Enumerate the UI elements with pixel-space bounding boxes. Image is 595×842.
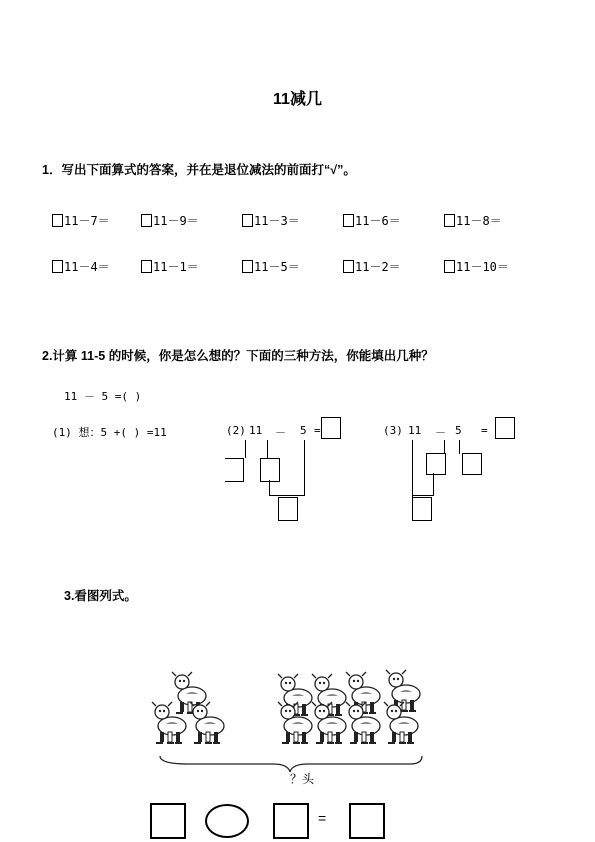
method-2-answer-box[interactable] xyxy=(321,417,341,439)
method-2-result-box[interactable] xyxy=(278,497,298,521)
branch-line xyxy=(304,440,305,496)
branch-line xyxy=(412,440,413,497)
checkbox[interactable] xyxy=(52,214,63,227)
method-3-label: (3) xyxy=(383,424,403,437)
q1-item: 11－9＝ xyxy=(141,212,199,229)
equals-sign: = xyxy=(318,810,327,826)
question-1-heading: 1．写出下面算式的答案，并在是退位减法的前面打“√”。 xyxy=(42,163,356,177)
method-2-operator: － xyxy=(275,426,286,439)
branch-line xyxy=(269,480,270,496)
q1-item: 11－4＝ xyxy=(52,258,110,275)
q1-item: 11－2＝ xyxy=(343,258,401,275)
method-3-minuend: 11 xyxy=(408,424,422,437)
brace-caption: ？头 xyxy=(289,772,314,786)
branch-line xyxy=(433,473,434,496)
checkbox[interactable] xyxy=(242,260,253,273)
branch-line xyxy=(245,440,246,458)
branch-line xyxy=(459,440,460,454)
checkbox[interactable] xyxy=(444,214,455,227)
q2-equation: 11 － 5 =( ) xyxy=(64,390,142,403)
method-3-answer-box[interactable] xyxy=(495,417,515,439)
answer-box-3[interactable] xyxy=(349,803,385,839)
answer-box-2[interactable] xyxy=(273,803,309,839)
branch-line xyxy=(444,440,445,454)
checkbox[interactable] xyxy=(444,260,455,273)
q1-item: 11－5＝ xyxy=(242,258,300,275)
answer-box-1[interactable] xyxy=(150,803,186,839)
branch-line xyxy=(267,440,268,458)
operator-oval[interactable] xyxy=(205,804,249,838)
method-3-subtrahend: 5 xyxy=(455,424,462,437)
checkbox[interactable] xyxy=(242,214,253,227)
question-3-heading: 3.看图列式。 xyxy=(64,589,137,603)
method-2-box-left[interactable] xyxy=(225,458,244,482)
q1-item: 11－8＝ xyxy=(444,212,502,229)
question-2-heading: 2.计算 11-5 的时候，你是怎么想的？下面的三种方法，你能填出几种？ xyxy=(42,349,434,363)
method-2-label: (2) xyxy=(226,424,246,437)
page-title: 11减几 xyxy=(273,91,322,108)
method-3-operator: － xyxy=(435,426,446,439)
q1-item: 11－7＝ xyxy=(52,212,110,229)
method-3-equals: = xyxy=(481,424,488,437)
checkbox[interactable] xyxy=(343,214,354,227)
checkbox[interactable] xyxy=(141,260,152,273)
method-1: (1) 想：5 +( ) =11 xyxy=(52,426,167,439)
q1-item: 11－1＝ xyxy=(141,258,199,275)
q1-item: 11－6＝ xyxy=(343,212,401,229)
method-2-minuend: 11 xyxy=(249,424,263,437)
method-3-box-right[interactable] xyxy=(462,453,482,475)
q1-item: 11－3＝ xyxy=(242,212,300,229)
method-3-box-left[interactable] xyxy=(426,453,446,475)
method-3-result-box[interactable] xyxy=(412,497,432,521)
checkbox[interactable] xyxy=(52,260,63,273)
method-2-box-right[interactable] xyxy=(260,458,280,482)
checkbox[interactable] xyxy=(141,214,152,227)
q1-item: 11－10＝ xyxy=(444,258,509,275)
checkbox[interactable] xyxy=(343,260,354,273)
method-2-subtrahend: 5 xyxy=(300,424,307,437)
method-2-equals: = xyxy=(314,424,321,437)
